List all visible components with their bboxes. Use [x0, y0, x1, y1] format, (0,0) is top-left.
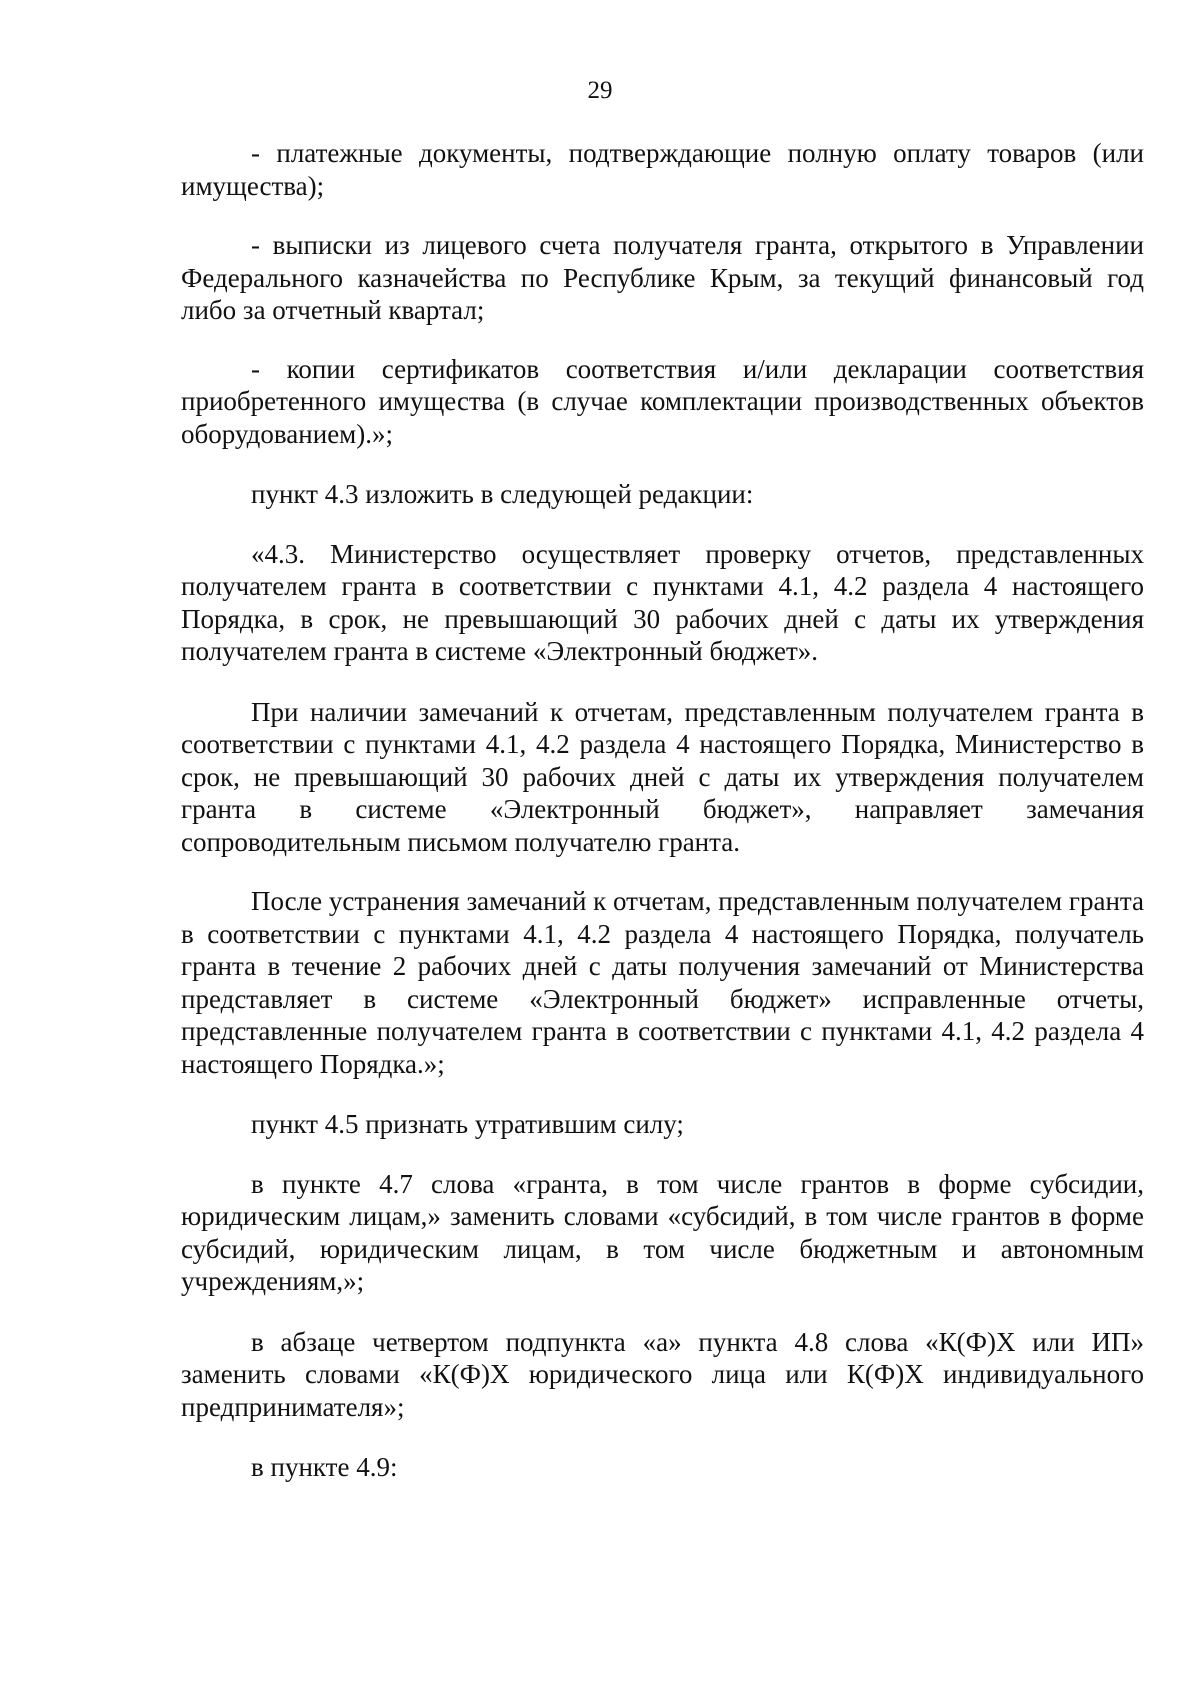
page-number: 29 [587, 77, 613, 104]
paragraph-item-4-3-text: «4.3. Министерство осуществляет проверку отчетов, представленных получателем гранта в соответствии с пунктами 4.1, 4.2 раздела 4 настоящего Порядка, в срок, не превышающий 30 рабочих дней с даты их утверждения получателем гранта в системе «Электронный бюджет». [181, 538, 1144, 666]
paragraph-remarks: При наличии замечаний к отчетам, представленным получателем гранта в соответствии с пунктами 4.1, 4.2 раздела 4 настоящего Порядка, Министерство в срок, не превышающий 30 рабочих дней с даты их утверждения получателем гранта в системе «Электронный бюджет», направляет замечания сопроводительным письмом получателю гранта. [181, 696, 1144, 857]
paragraph-item-4-3-intro: пункт 4.3 изложить в следующей редакции: [251, 479, 754, 509]
paragraph-item-4-8: в абзаце четвертом подпункта «а» пункта 4.8 слова «К(Ф)Х или ИП» заменить словами «К(Ф)Х юридического лица или К(Ф)Х индивидуального предпринимателя»; [181, 1326, 1144, 1422]
paragraph-after-remarks: После устранения замечаний к отчетам, представленным получателем гранта в соответствии с пунктами 4.1, 4.2 раздела 4 настоящего Порядка, получатель гранта в течение 2 рабочих дней с даты получения замечаний от Министерства представляет в системе «Электронный бюджет» исправленные отчеты, представленные получателем гранта в соответствии с пунктами 4.1, 4.2 раздела 4 настоящего Порядка.»; [181, 886, 1145, 1079]
paragraph-item-4-7: в пункте 4.7 слова «гранта, в том числе грантов в форме субсидии, юридическим лицам,» заменить словами «субсидий, в том числе грантов в форме субсидий, юридическим лицам, в том числе бюджетным и автономным учреждениям,»; [181, 1168, 1144, 1296]
paragraph-payment-documents: - платежные документы, подтверждающие полную оплату товаров (или имущества); [181, 138, 1144, 201]
paragraph-account-statements: - выписки из лицевого счета получателя гранта, открытого в Управлении Федерального казначейства по Республике Крым, за текущий финансовый год либо за отчетный квартал; [181, 230, 1144, 325]
document-body [181, 137, 1144, 1484]
paragraph-certificate-copies: - копии сертификатов соответствия и/или декларации соответствия приобретенного имущества (в случае комплектации производственных объектов оборудованием).»; [181, 353, 1144, 449]
paragraph-item-4-9: в пункте 4.9: [251, 1452, 398, 1482]
paragraph-item-4-5: пункт 4.5 признать утратившим силу; [251, 1109, 684, 1139]
